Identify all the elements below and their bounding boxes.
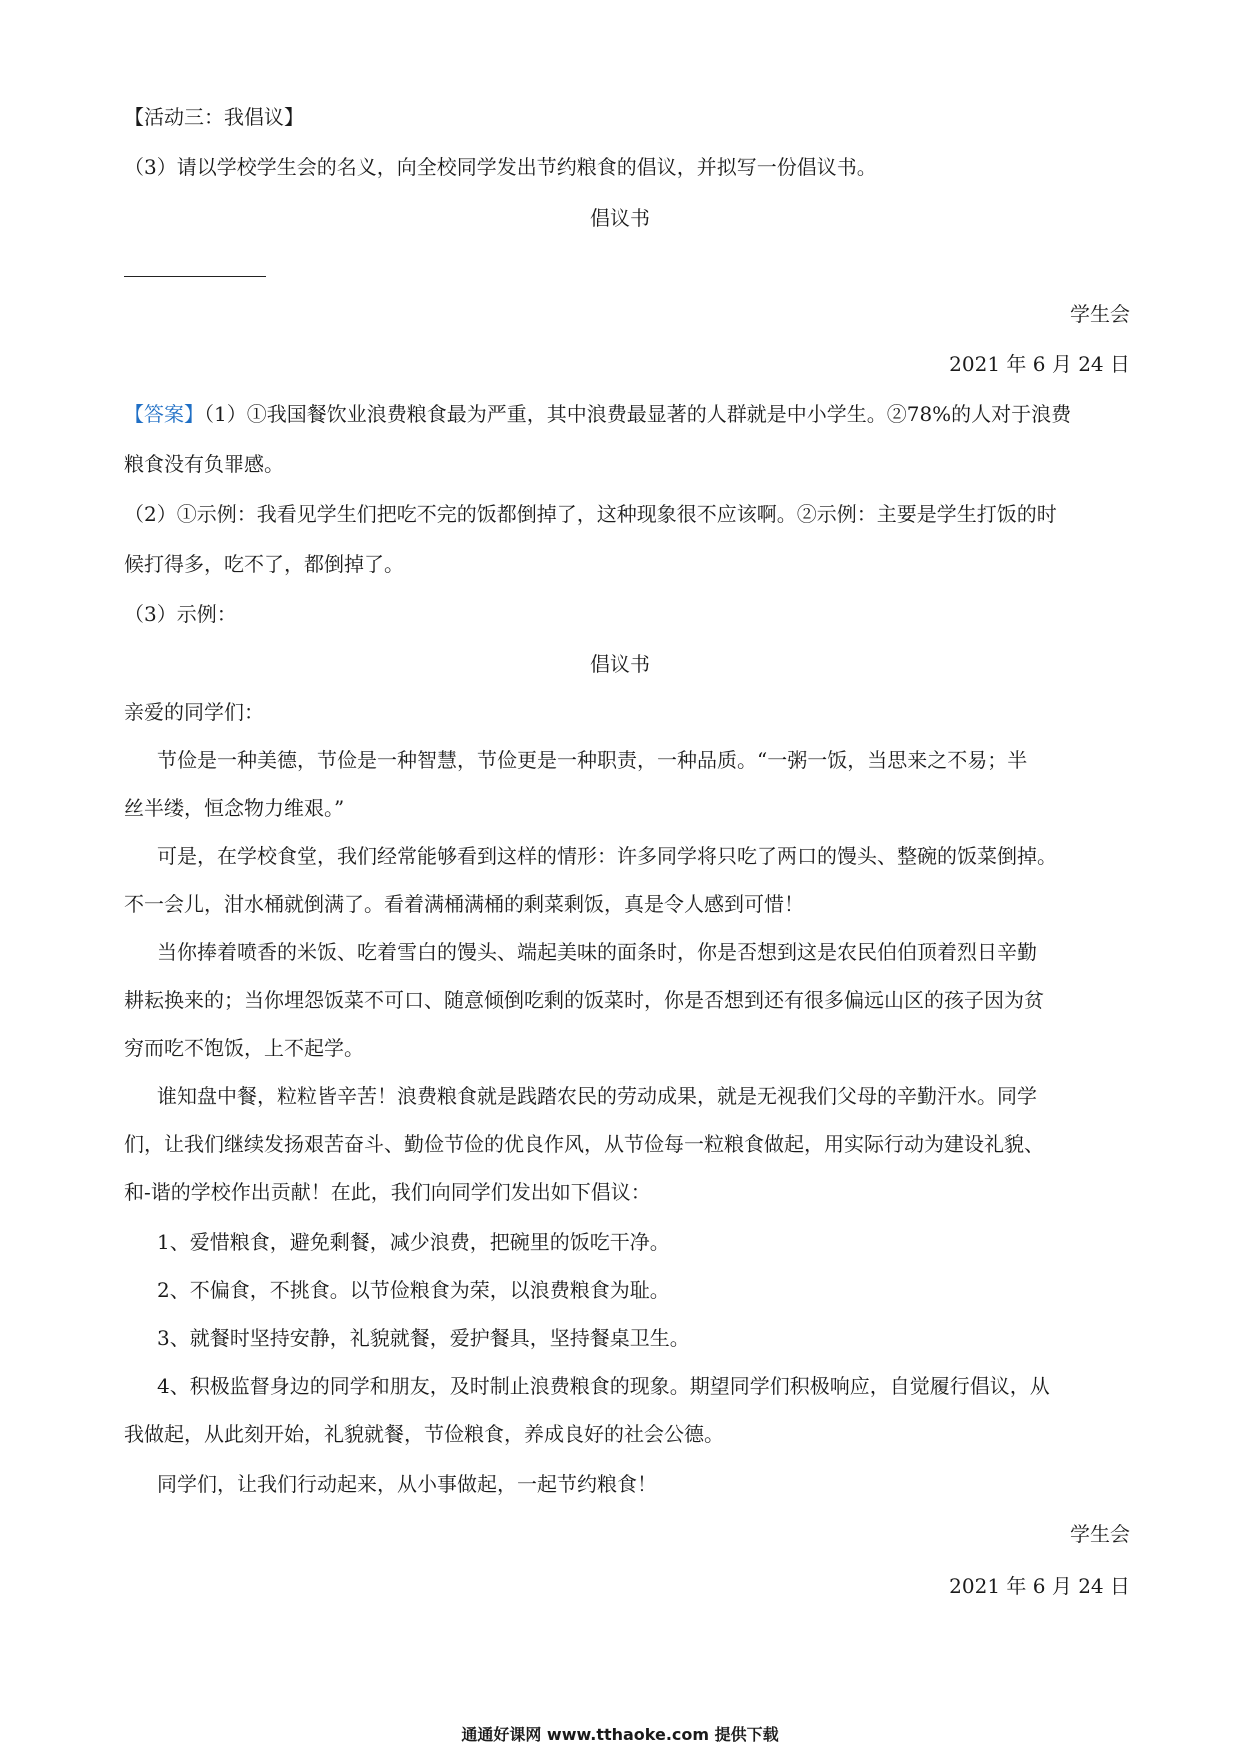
letter-line: 谁知盘中餐，粒粒皆辛苦！浪费粮食就是践踏农民的劳动成果，就是无视我们父母的辛勤汗水。同学 — [157, 1084, 1037, 1108]
letter-line: 们，让我们继续发扬艰苦奋斗、勤俭节俭的优良作风，从节俭每一粒粮食做起，用实际行动为建设礼貌、 — [124, 1132, 1044, 1156]
letter-signature: 学生会 — [1070, 1522, 1130, 1546]
answer-2-line-1: （2）①示例：我看见学生们把吃不完的饭都倒掉了，这种现象很不应该啊。②示例：主要是学生打饭的时 — [124, 502, 1057, 526]
answer-1-line-2: 粮食没有负罪感。 — [124, 452, 284, 476]
proposal-item-3: 3、就餐时坚持安静，礼貌就餐，爱护餐具，坚持餐桌卫生。 — [157, 1326, 690, 1350]
blank-salutation-line — [124, 276, 266, 277]
page-footer: 通通好课网 www.tthaoke.com 提供下载 — [461, 1725, 779, 1744]
letter-line: 我做起，从此刻开始，礼貌就餐，节俭粮食，养成良好的社会公德。 — [124, 1422, 724, 1446]
answer-2-line-2: 候打得多，吃不了，都倒掉了。 — [124, 552, 404, 576]
letter-line: 丝半缕，恒念物力维艰。” — [124, 796, 345, 820]
answer-tag: 【答案】 — [124, 402, 204, 426]
answer-1-text: （1）①我国餐饮业浪费粮食最为严重，其中浪费最显著的人群就是中小学生。②78%的人对于浪费 — [204, 402, 1072, 426]
proposal-item-1: 1、爱惜粮食，避免剩餐，减少浪费，把碗里的饭吃干净。 — [157, 1230, 670, 1254]
question-3: （3）请以学校学生会的名义，向全校同学发出节约粮食的倡议，并拟写一份倡议书。 — [124, 155, 877, 179]
letter-closing: 同学们，让我们行动起来，从小事做起，一起节约粮食！ — [157, 1472, 657, 1496]
answer-1-line-1 — [124, 400, 1129, 428]
proposal-item-2: 2、不偏食，不挑食。以节俭粮食为荣，以浪费粮食为耻。 — [157, 1278, 670, 1302]
letter-line: 和-谐的学校作出贡献！在此，我们向同学们发出如下倡议： — [124, 1180, 651, 1204]
letter-date: 2021 年 6 月 24 日 — [949, 1574, 1130, 1598]
letter-line: 当你捧着喷香的米饭、吃着雪白的馒头、端起美味的面条时，你是否想到这是农民伯伯顶着烈日辛勤 — [157, 940, 1037, 964]
letter-line: 节俭是一种美德，节俭是一种智慧，节俭更是一种职责，一种品质。“一粥一饭，当思来之不易；半 — [157, 748, 1028, 772]
form-date: 2021 年 6 月 24 日 — [949, 352, 1130, 376]
answer-3-label: （3）示例： — [124, 602, 237, 626]
letter-line: 穷而吃不饱饭，上不起学。 — [124, 1036, 364, 1060]
proposal-item-4: 4、积极监督身边的同学和朋友，及时制止浪费粮食的现象。期望同学们积极响应，自觉履行倡议，从 — [157, 1374, 1050, 1398]
form-title: 倡议书 — [590, 206, 650, 230]
letter-line: 不一会儿，泔水桶就倒满了。看着满桶满桶的剩菜剩饭，真是令人感到可惜！ — [124, 892, 804, 916]
letter-salutation: 亲爱的同学们： — [124, 700, 264, 724]
letter-line: 耕耘换来的；当你埋怨饭菜不可口、随意倾倒吃剩的饭菜时，你是否想到还有很多偏远山区的孩子因为贫 — [124, 988, 1044, 1012]
form-signature: 学生会 — [1070, 302, 1130, 326]
letter-title: 倡议书 — [590, 652, 650, 676]
activity-heading: 【活动三：我倡议】 — [124, 105, 304, 129]
letter-line: 可是，在学校食堂，我们经常能够看到这样的情形：许多同学将只吃了两口的馒头、整碗的饭菜倒掉。 — [157, 844, 1057, 868]
